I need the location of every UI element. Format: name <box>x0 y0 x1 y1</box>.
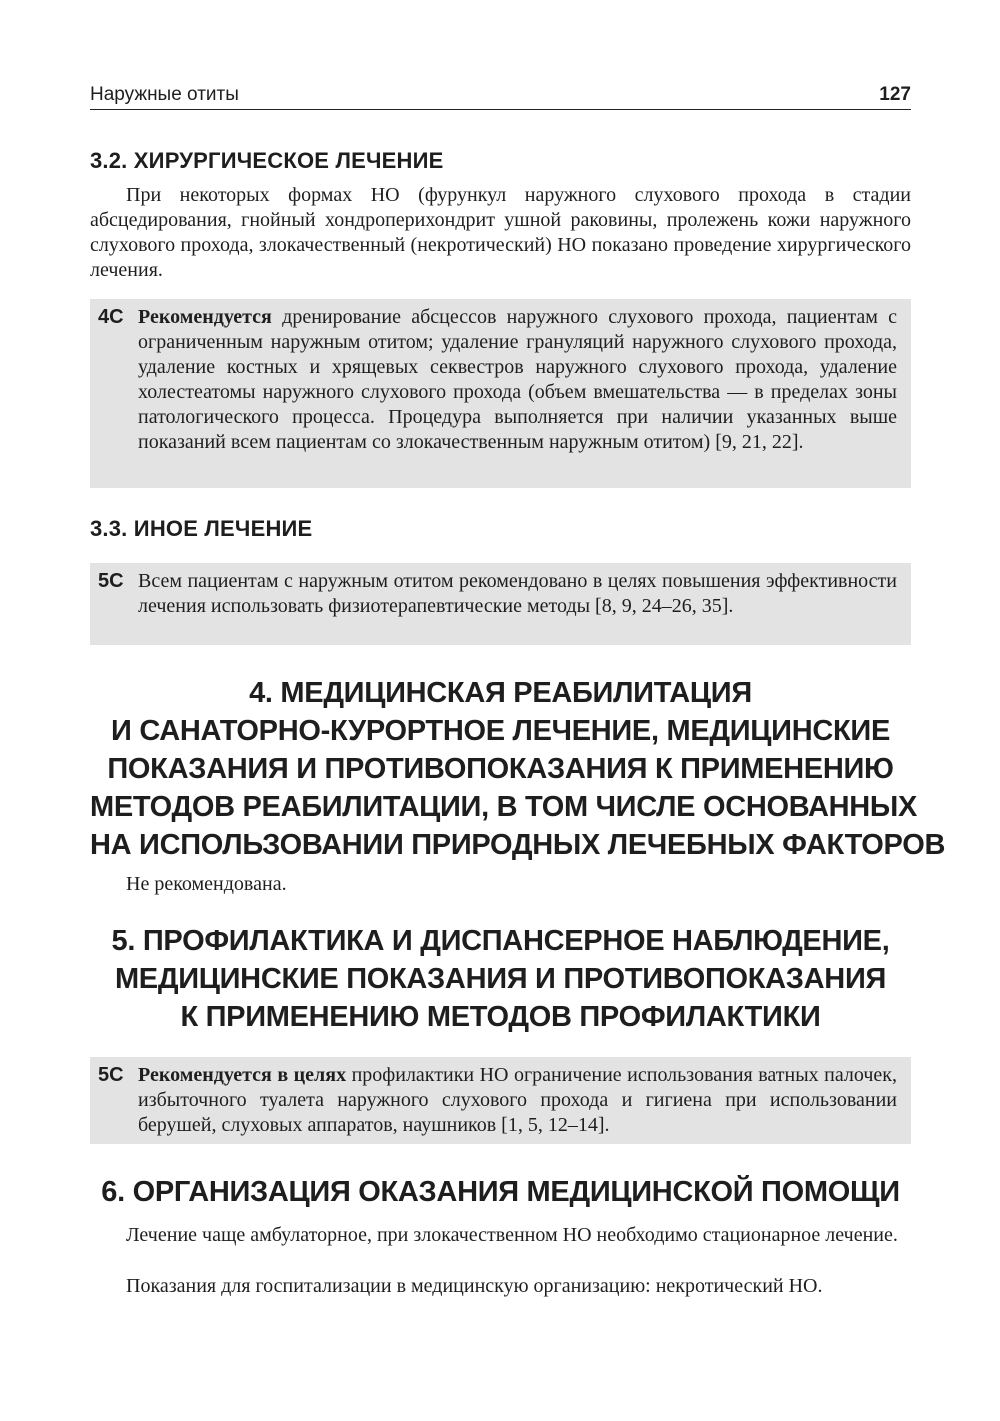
evidence-level: 5C <box>98 1064 124 1086</box>
section-5-heading <box>90 922 911 1036</box>
evidence-level: 5C <box>98 570 124 592</box>
section-6-heading-line: 6. ОРГАНИЗАЦИЯ ОКАЗАНИЯ МЕДИЦИНСКОЙ ПОМОЩИ <box>101 1176 900 1208</box>
section-3-3-heading: 3.3. ИНОЕ ЛЕЧЕНИЕ <box>90 516 313 541</box>
recommendation-body: дренирование абсцессов наружного слухового прохода, пациентам с ограниченным наружным отитом; удаление грануляций наружного слухового прохода, удаление костных и хрящевых секвестров наружного слухового прохода, удаление холестеатомы наружного слухового прохода (объем вмешательства — в пределах зоны патологического процесса. Процедура выполняется при наличии указанных выше показаний всем пациентам со злокачественным наружным отитом) [9, 21, 22]. <box>138 306 897 453</box>
running-title: Наружные отиты <box>90 84 239 105</box>
recommendation-lead: Рекомендуется <box>138 306 272 328</box>
section-4-heading-line: МЕТОДОВ РЕАБИЛИТАЦИИ, В ТОМ ЧИСЛЕ ОСНОВАННЫХ <box>90 791 918 823</box>
running-header <box>90 78 911 110</box>
section-4-paragraph: Не рекомендована. <box>126 873 287 895</box>
recommendation-text <box>138 305 897 482</box>
section-4-heading-line: НА ИСПОЛЬЗОВАНИИ ПРИРОДНЫХ ЛЕЧЕБНЫХ ФАКТОРОВ <box>90 829 946 861</box>
recommendation-lead: Рекомендуется в целях <box>138 1064 347 1086</box>
section-5-heading-line: МЕДИЦИНСКИЕ ПОКАЗАНИЯ И ПРОТИВОПОКАЗАНИЯ <box>114 963 887 995</box>
recommendation-box-5c <box>90 563 911 645</box>
section-3-2-paragraph: При некоторых формах НО (фурункул наружного слухового прохода в стадии абсцедирования, гнойный хондроперихондрит ушной раковины, пролежень кожи наружного слухового прохода, злокачественный (некротический) НО показано проведение хирургического лечения. <box>90 184 911 281</box>
recommendation-box-5c-prevention <box>90 1057 911 1144</box>
recommendation-body: профилактики НО ограничение использования ватных палочек, избыточного туалета наружного слухового прохода и гигиена при использовании берушей, слуховых аппаратов, наушников [1, 5, 12–14]. <box>138 1064 897 1136</box>
section-4-heading-line: 4. МЕДИЦИНСКАЯ РЕАБИЛИТАЦИЯ <box>249 677 752 709</box>
section-6-heading <box>90 1173 911 1211</box>
section-4-heading <box>90 674 946 864</box>
section-5-heading-line: К ПРИМЕНЕНИЮ МЕТОДОВ ПРОФИЛАКТИКИ <box>180 1001 821 1033</box>
document-page <box>90 78 946 1297</box>
recommendation-box-4c <box>90 299 911 488</box>
section-6-paragraph-2: Показания для госпитализации в медицинскую организацию: некротический НО. <box>126 1275 823 1297</box>
recommendation-text <box>138 1063 897 1138</box>
recommendation-text: Всем пациентам с наружным отитом рекомендовано в целях повышения эффективности лечения использовать физиотерапевтические методы [8, 9, 24–26, 35]. <box>138 570 897 617</box>
evidence-level: 4C <box>98 306 124 328</box>
section-4-heading-line: ПОКАЗАНИЯ И ПРОТИВОПОКАЗАНИЯ К ПРИМЕНЕНИЮ <box>107 753 894 785</box>
page-number: 127 <box>879 84 911 105</box>
section-4-heading-line: И САНАТОРНО-КУРОРТНОЕ ЛЕЧЕНИЕ, МЕДИЦИНСКИЕ <box>111 715 890 747</box>
section-5-heading-line: 5. ПРОФИЛАКТИКА И ДИСПАНСЕРНОЕ НАБЛЮДЕНИЕ, <box>111 925 890 957</box>
section-3-2-heading: 3.2. ХИРУРГИЧЕСКОЕ ЛЕЧЕНИЕ <box>90 148 444 173</box>
section-6-paragraph-1: Лечение чаще амбулаторное, при злокачественном НО необходимо стационарное лечение. <box>126 1224 898 1246</box>
